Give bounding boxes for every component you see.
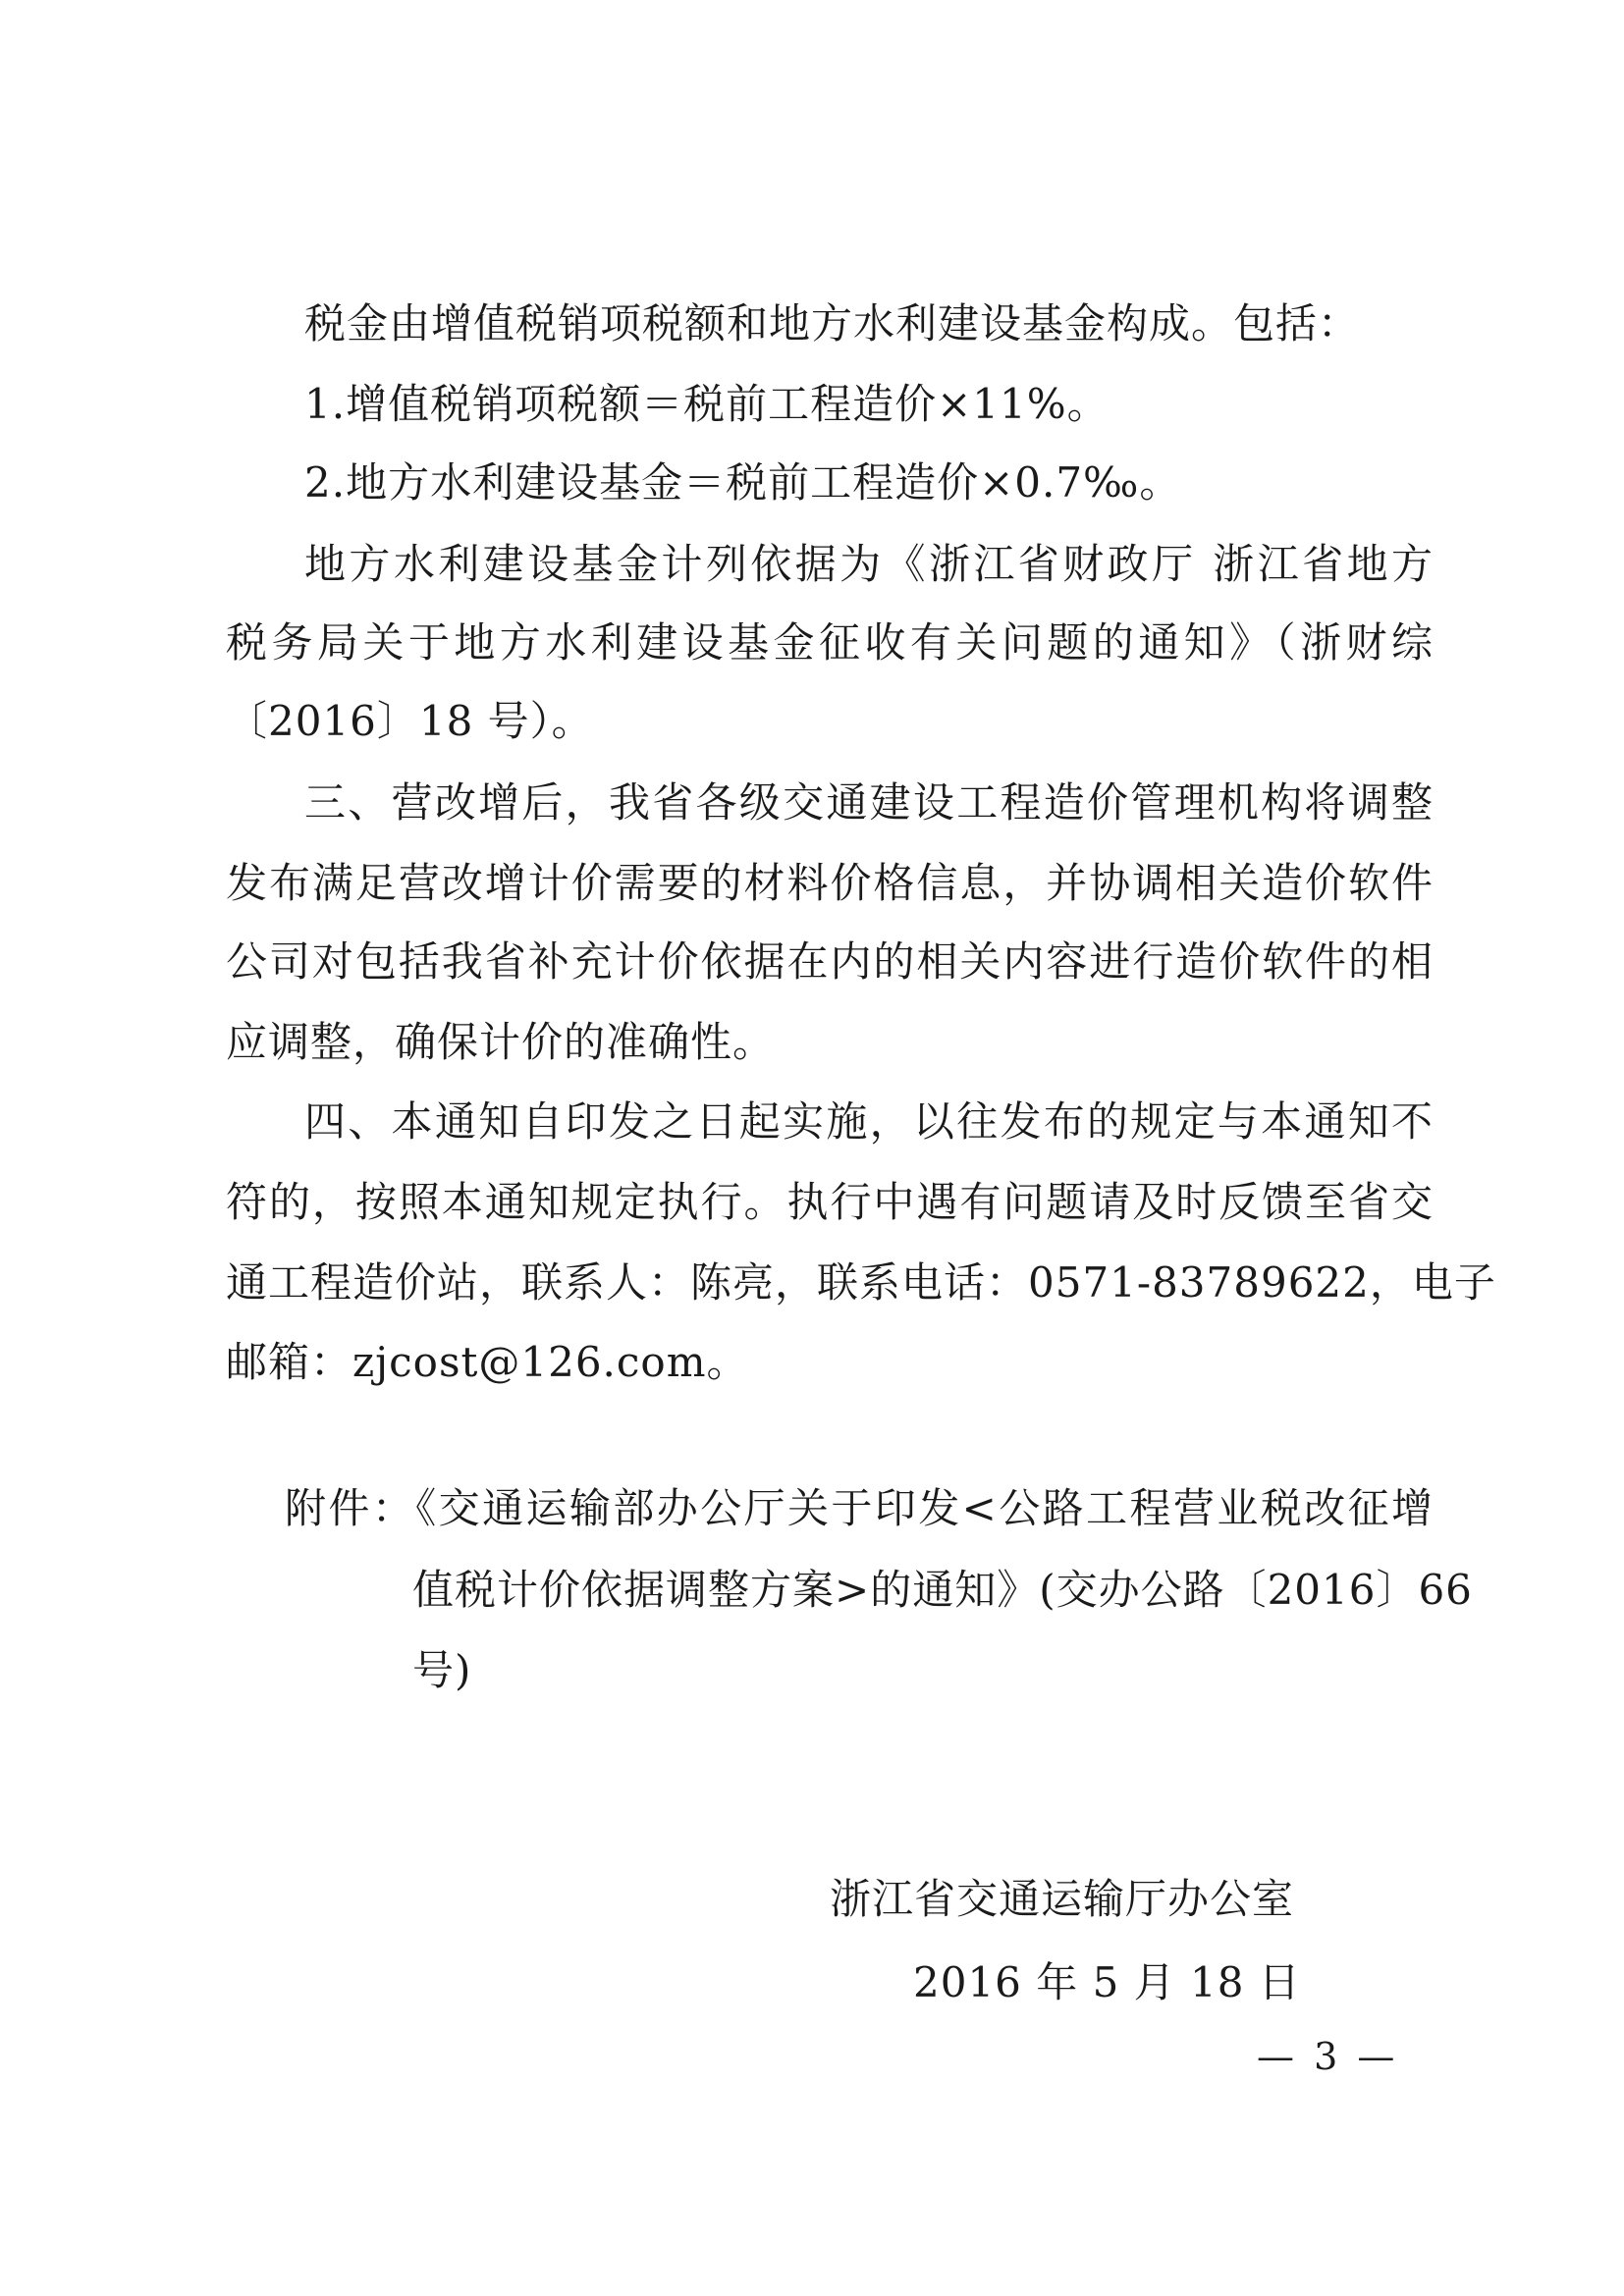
attachment-line: 附件：《交通运输部办公厅关于印发<公路工程营业税改征增 [285,1484,1434,1532]
issuing-organization: 浙江省交通运输厅办公室 [830,1875,1295,1923]
section-four-line: 四、本通知自印发之日起实施，以往发布的规定与本通知不 [304,1097,1434,1146]
paragraph-line: 公司对包括我省补充计价依据在内的相关内容进行造价软件的相 [226,937,1434,986]
attachment-line: 号) [412,1646,472,1694]
issue-date: 2016 年 5 月 18 日 [913,1958,1301,2006]
paragraph-line: 税务局关于地方水利建设基金征收有关问题的通知》（浙财综 [226,618,1434,667]
water-fund-formula-line: 2.地方水利建设基金＝税前工程造价×0.7‰。 [304,458,1182,507]
paragraph-line: 符的，按照本通知规定执行。执行中遇有问题请及时反馈至省交 [226,1178,1434,1226]
page-number: — 3 — [1257,2035,1399,2078]
paragraph-line: 〔2016〕18 号）。 [226,697,594,745]
paragraph-line: 发布满足营改增计价需要的材料价格信息，并协调相关造价软件 [226,859,1434,907]
paragraph-line: 通工程造价站，联系人：陈亮，联系电话：0571-83789622，电子 [226,1258,1496,1307]
vat-formula-line: 1.增值税销项税额＝税前工程造价×11%。 [304,380,1110,428]
section-three-line: 三、营改增后，我省各级交通建设工程造价管理机构将调整 [304,778,1434,827]
tax-intro-line: 税金由增值税销项税额和地方水利建设基金构成。包括： [304,299,1361,347]
paragraph-line: 应调整，确保计价的准确性。 [226,1018,776,1066]
contact-email-line: 邮箱：zjcost@126.com。 [226,1338,749,1386]
paragraph-line: 地方水利建设基金计列依据为《浙江省财政厅 浙江省地方 [304,540,1434,588]
attachment-line: 值税计价依据调整方案>的通知》(交办公路〔2016〕66 [412,1566,1473,1614]
